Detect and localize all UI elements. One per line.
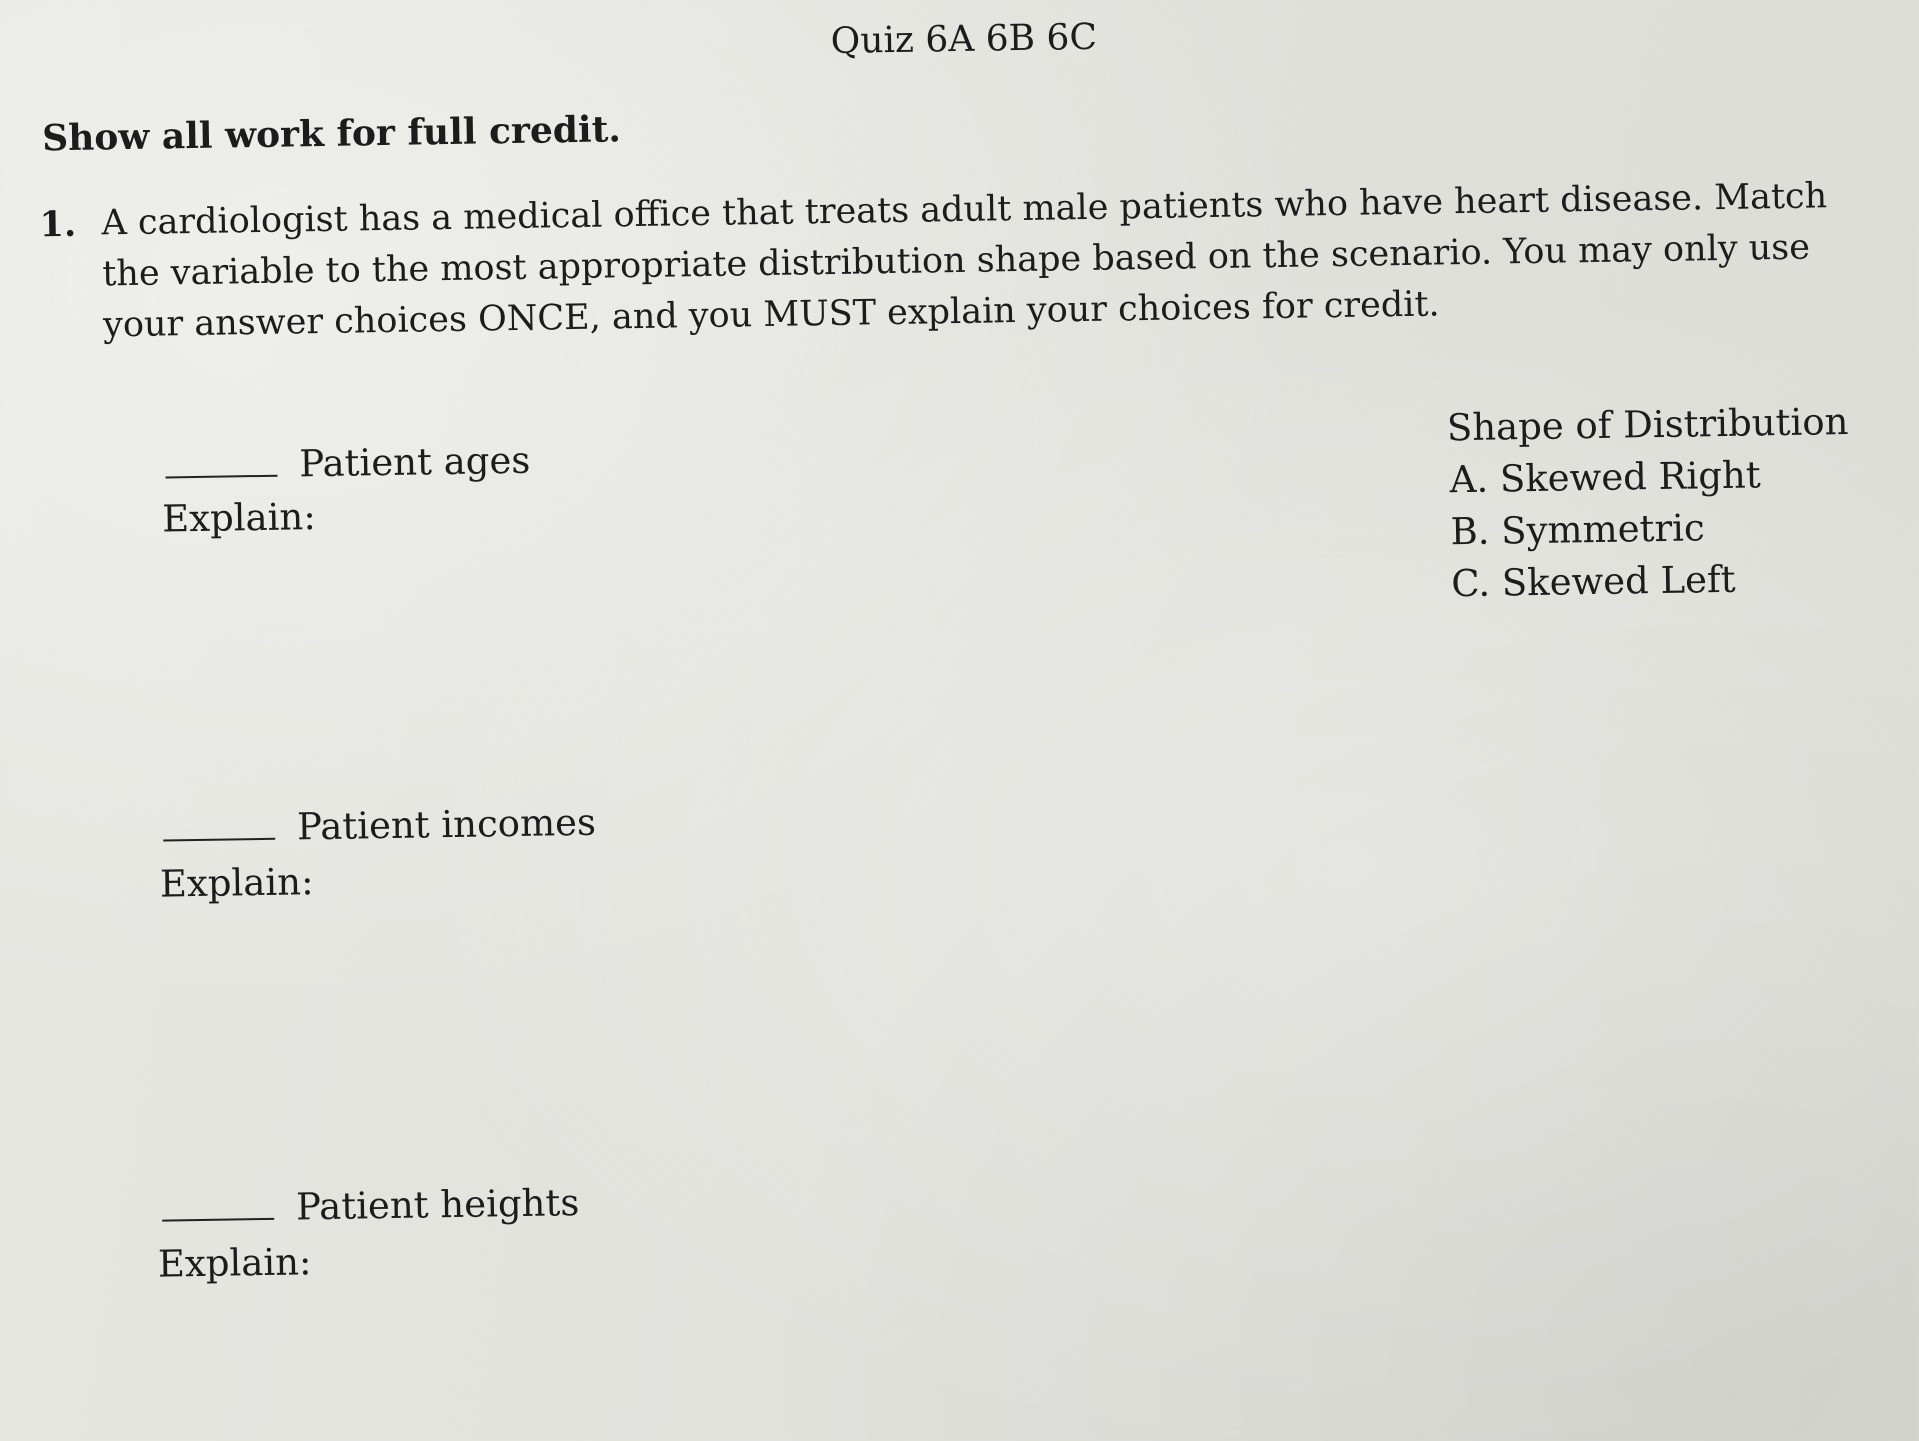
item-label: Patient ages — [298, 438, 531, 486]
options-heading: Shape of Distribution — [1446, 400, 1849, 450]
option-skewed-left: C. Skewed Left — [1451, 557, 1736, 606]
option-skewed-right: A. Skewed Right — [1449, 453, 1762, 502]
question-text: A cardiologist has a medical office that treats adult male patients who have heart disease. Match the variable to the most appropriate distribution shape based on the scenario. You may only use your answer choices ONCE, and you MUST explain your choices for credit. — [101, 176, 1828, 346]
distribution-options — [1446, 396, 1851, 610]
item-patient-heights — [162, 1181, 580, 1231]
item-label: Patient incomes — [296, 800, 597, 849]
item-patient-ages — [165, 439, 531, 488]
quiz-title: Quiz 6A 6B 6C — [830, 16, 1098, 62]
item-patient-incomes — [163, 801, 597, 851]
question-number: 1. — [39, 203, 77, 246]
answer-blank-ages[interactable] — [165, 474, 277, 479]
item-label: Patient heights — [295, 1181, 580, 1229]
answer-blank-heights[interactable] — [162, 1217, 274, 1222]
answer-blank-incomes[interactable] — [163, 837, 275, 842]
instruction-text: Show all work for full credit. — [41, 108, 622, 160]
explain-label-ages: Explain: — [161, 495, 317, 541]
option-symmetric: B. Symmetric — [1450, 506, 1705, 554]
explain-label-heights: Explain: — [157, 1240, 312, 1286]
explain-label-incomes: Explain: — [159, 860, 314, 906]
